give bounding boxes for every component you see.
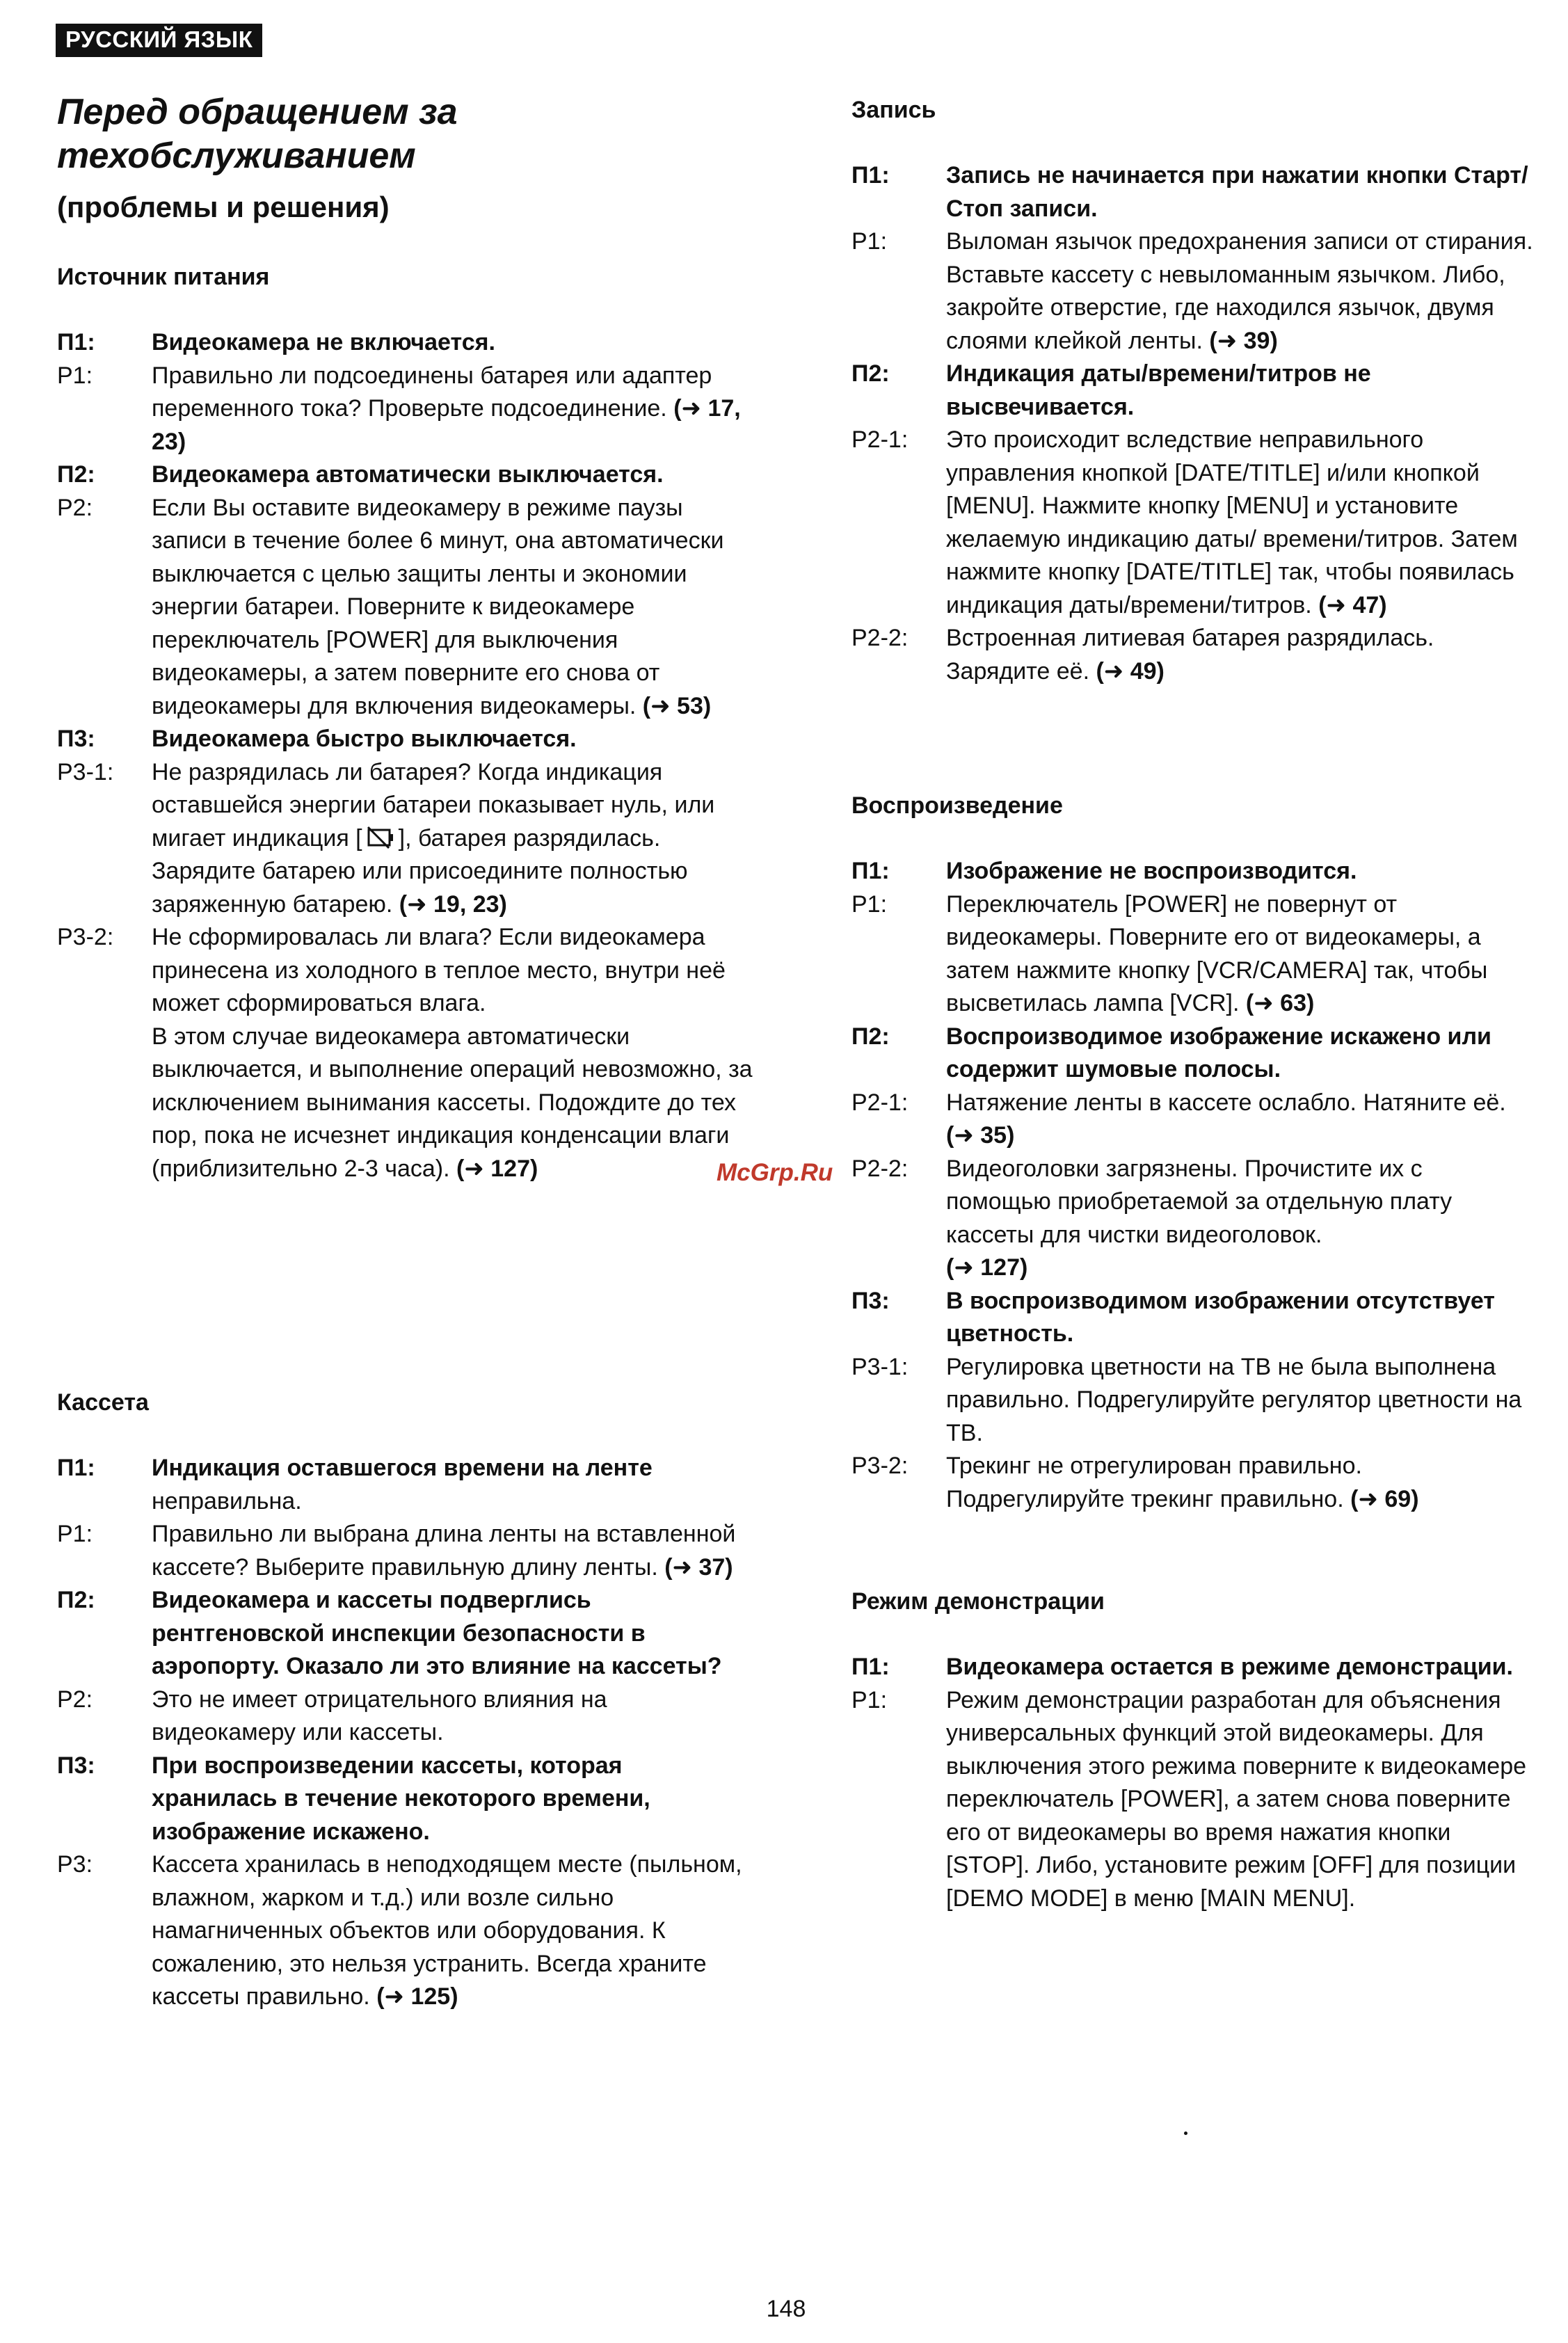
answer-body: Кассета хранилась в неподходящем месте (пыльном, влажном, жарком и т.д.) или возле сильно намагниченных объектов или оборудования. К сожалению, это нельзя устранить. Всегда храните кассеты правильно. <box>152 1851 742 2010</box>
answer-text <box>946 424 1533 622</box>
question-label: П3: <box>57 726 95 752</box>
page-number: 148 <box>766 2296 806 2322</box>
question-text: Видеокамера быстро выключается. <box>152 726 577 752</box>
answer-label: Р2-2: <box>851 1155 909 1182</box>
page-reference: (➜ 69) <box>1350 1485 1419 1512</box>
answer-text <box>152 1848 753 2014</box>
section-demo <box>851 1585 1533 1915</box>
answer-text <box>946 225 1533 358</box>
watermark: McGrp.Ru <box>717 1159 833 1186</box>
page-reference: (➜ 49) <box>1096 657 1165 685</box>
answer-text <box>946 1450 1533 1516</box>
question-item <box>57 1584 753 1684</box>
answer-item <box>851 225 1533 358</box>
answer-body: Натяжение ленты в кассете ослабло. Натяните её. <box>946 1089 1506 1116</box>
section-title-cassette: Кассета <box>57 1389 149 1416</box>
question-label: П2: <box>57 1587 95 1613</box>
page-reference: (➜ 37) <box>664 1553 733 1581</box>
section-power <box>57 261 753 1185</box>
answer-text: Это не имеет отрицательного влияния на видеокамеру или кассеты. <box>152 1686 607 1745</box>
answer-body: Переключатель [POWER] не повернут от видеокамеры. Поверните его от видеокамеры, а затем нажмите кнопку [VCR/CAMERA] так, чтобы высветилась лампа [VCR]. <box>946 890 1488 1016</box>
answer-item <box>57 1684 753 1750</box>
question-text <box>152 1452 753 1518</box>
question-text: При воспроизведении кассеты, которая хранилась в течение некоторого времени, изображение искажено. <box>152 1752 650 1845</box>
question-text: Индикация даты/времени/титров не высвечивается. <box>946 360 1371 420</box>
question-label: П1: <box>851 858 890 884</box>
question-label: П1: <box>57 329 95 355</box>
section-title-demo: Режим демонстрации <box>851 1588 1105 1615</box>
question-label: П3: <box>57 1752 95 1779</box>
answer-text <box>152 360 753 459</box>
question-body: неправильна. <box>152 1487 302 1514</box>
answer-body: Трекинг не отрегулирован правильно. Подрегулируйте трекинг правильно. <box>946 1453 1362 1512</box>
page-reference: (➜ 125) <box>376 1983 458 2010</box>
question-text: Запись не начинается при нажатии кнопки Старт/Стоп записи. <box>946 162 1528 222</box>
question-label: П1: <box>851 1654 890 1680</box>
answer-label: Р3-1: <box>851 1353 909 1380</box>
page-reference: (➜ 53) <box>642 692 712 719</box>
question-label: П2: <box>851 360 890 387</box>
page-reference: (➜ 35) <box>946 1122 1015 1149</box>
answer-item <box>57 1518 753 1584</box>
question-item <box>57 1452 753 1518</box>
answer-label: Р3-2: <box>57 924 114 950</box>
question-text: В воспроизводимом изображении отсутствует цветность. <box>946 1287 1495 1347</box>
answer-text <box>946 1087 1533 1153</box>
page-reference: (➜ 17, 23) <box>152 395 741 455</box>
question-text: Воспроизводимое изображение искажено или содержит шумовые полосы. <box>946 1023 1491 1082</box>
question-item <box>57 458 753 492</box>
answer-label: Р3-1: <box>57 758 114 785</box>
answer-item <box>851 1153 1533 1285</box>
stray-dot <box>1184 2132 1187 2135</box>
section-title-playback: Воспроизведение <box>851 792 1063 819</box>
answer-text <box>152 756 753 922</box>
language-badge: РУССКИЙ ЯЗЫК <box>56 24 262 57</box>
answer-item <box>851 622 1533 688</box>
page-title-line1: Перед обращением за <box>57 92 458 132</box>
answer-body: Правильно ли подсоединены батарея или адаптер переменного тока? Проверьте подсоединение. <box>152 362 712 422</box>
answer-label: Р1: <box>57 362 93 389</box>
answer-body: Видеоголовки загрязнены. Прочистите их с помощью приобретаемой за отдельную плату кассеты для чистки видеоголовок. <box>946 1155 1453 1248</box>
question-item <box>57 326 753 360</box>
question-item <box>851 159 1533 225</box>
answer-item <box>851 888 1533 1021</box>
page-reference: (➜ 47) <box>1318 591 1387 618</box>
answer-label: Р1: <box>851 1686 888 1713</box>
question-text: Видеокамера не включается. <box>152 329 495 355</box>
question-text: Видеокамера и кассеты подверглись рентгеновской инспекции безопасности в аэропорту. Оказало ли это влияние на кассеты? <box>152 1587 722 1679</box>
page-reference: (➜ 19, 23) <box>399 890 507 918</box>
question-label: П2: <box>851 1023 890 1050</box>
section-title-power: Источник питания <box>57 264 270 290</box>
question-item <box>851 358 1533 424</box>
answer-item <box>851 1684 1533 1916</box>
question-item <box>57 1750 753 1849</box>
page-subtitle: (проблемы и решения) <box>57 191 390 223</box>
answer-label: Р1: <box>851 228 888 255</box>
answer-body: Правильно ли выбрана длина ленты на вставленной кассете? Выберите правильную длину ленты. <box>152 1521 736 1581</box>
question-item <box>57 723 753 756</box>
answer-label: Р2: <box>57 1686 93 1713</box>
answer-body: ], батарея разрядилась. Зарядите батарею или присоедините полностью заряженную батарею. <box>152 824 688 918</box>
answer-item <box>851 1087 1533 1153</box>
answer-text: Режим демонстрации разработан для объяснения универсальных функций этой видеокамеры. Для выключения этого режима поверните к видеокамере переключатель [POWER], а затем снова поверните его от видеокамеры во время нажатия кнопки [STOP]. Либо, установите режим [OFF] для позиции [DEMO MODE] в меню [MAIN MENU]. <box>946 1686 1527 1912</box>
question-text: Видеокамера остается в режиме демонстрации. <box>946 1654 1514 1680</box>
answer-body: Не разрядилась ли батарея? Когда индикация оставшейся энергии батареи показывает нуль, или мигает индикация [ <box>152 758 715 851</box>
question-label: П1: <box>57 1455 95 1481</box>
answer-item <box>851 1450 1533 1516</box>
answer-text <box>946 1153 1533 1285</box>
answer-text <box>946 888 1533 1021</box>
answer-label: Р3: <box>57 1851 93 1878</box>
answer-body: Выломан язычок предохранения записи от стирания. Вставьте кассету с невыломанным язычком. Либо, закройте отверстие, где находился язычок, двумя слоями клейкой ленты. <box>946 228 1533 354</box>
answer-text <box>152 1518 753 1584</box>
question-item <box>851 1285 1533 1351</box>
answer-label: Р2-1: <box>851 426 909 453</box>
question-label: П2: <box>57 461 95 488</box>
page-title <box>57 90 458 178</box>
page-reference: (➜ 63) <box>1245 990 1315 1016</box>
answer-label: Р2-2: <box>851 625 909 651</box>
answer-body: Встроенная литиевая батарея разрядилась. Зарядите её. <box>946 625 1434 685</box>
page-reference: (➜ 39) <box>1209 327 1278 354</box>
question-item <box>851 1021 1533 1087</box>
answer-label: Р2: <box>57 494 93 521</box>
answer-body: Это происходит вследствие неправильного управления кнопкой [DATE/TITLE] и/или кнопкой [MENU]. Нажмите кнопку [MENU] и установите желаемую индикацию даты/ времени/титров. Затем нажмите кнопку [DATE/TITLE] так, чтобы появилась индикация даты/времени/титров. <box>946 426 1518 618</box>
answer-body: В этом случае видеокамера автоматически выключается, и выполнение операций невозможно, за исключением вынимания кассеты. Подождите до тех пор, пока не исчезнет индикация конденсации влаги (приблизительно 2-3 часа). <box>152 1023 753 1182</box>
question-text: Видеокамера автоматически выключается. <box>152 461 664 488</box>
answer-item <box>57 360 753 459</box>
section-record <box>851 94 1533 688</box>
answer-text <box>152 921 753 1185</box>
answer-item <box>57 756 753 922</box>
page-title-line2: техобслуживанием <box>57 136 416 176</box>
answer-item <box>57 921 753 1185</box>
answer-text <box>946 622 1533 688</box>
answer-body: Не сформировалась ли влага? Если видеокамера принесена из холодного в теплое место, внутри неё может сформироваться влага. <box>152 924 726 1016</box>
section-playback <box>851 790 1533 1516</box>
answer-label: Р1: <box>851 890 888 918</box>
question-label: П1: <box>851 162 890 189</box>
answer-text <box>152 492 753 723</box>
answer-item <box>57 1848 753 2014</box>
answer-item <box>851 1351 1533 1450</box>
battery-empty-icon <box>367 826 394 849</box>
question-label: П3: <box>851 1287 890 1314</box>
answer-label: Р1: <box>57 1521 93 1547</box>
answer-label: Р3-2: <box>851 1453 909 1479</box>
answer-body: Если Вы оставите видеокамеру в режиме паузы записи в течение более 6 минут, она автоматически выключается с целью защиты ленты и экономии энергии батареи. Поверните к видеокамере переключатель [POWER] для выключения видеокамеры, а затем поверните его снова от видеокамеры для включения видеокамеры. <box>152 494 724 719</box>
question-item <box>851 1651 1533 1684</box>
answer-item <box>851 424 1533 622</box>
question-text: Изображение не воспроизводится. <box>946 858 1357 884</box>
answer-text: Регулировка цветности на ТВ не была выполнена правильно. Подрегулируйте регулятор цветности на ТВ. <box>946 1353 1522 1446</box>
section-cassette <box>57 1386 753 2014</box>
question-body: Индикация оставшегося времени на ленте <box>152 1455 653 1481</box>
page-reference: (➜ 127) <box>946 1254 1028 1281</box>
page-reference: (➜ 127) <box>456 1155 538 1182</box>
question-item <box>851 855 1533 888</box>
section-title-record: Запись <box>851 97 936 123</box>
answer-item <box>57 492 753 723</box>
answer-label: Р2-1: <box>851 1089 909 1116</box>
